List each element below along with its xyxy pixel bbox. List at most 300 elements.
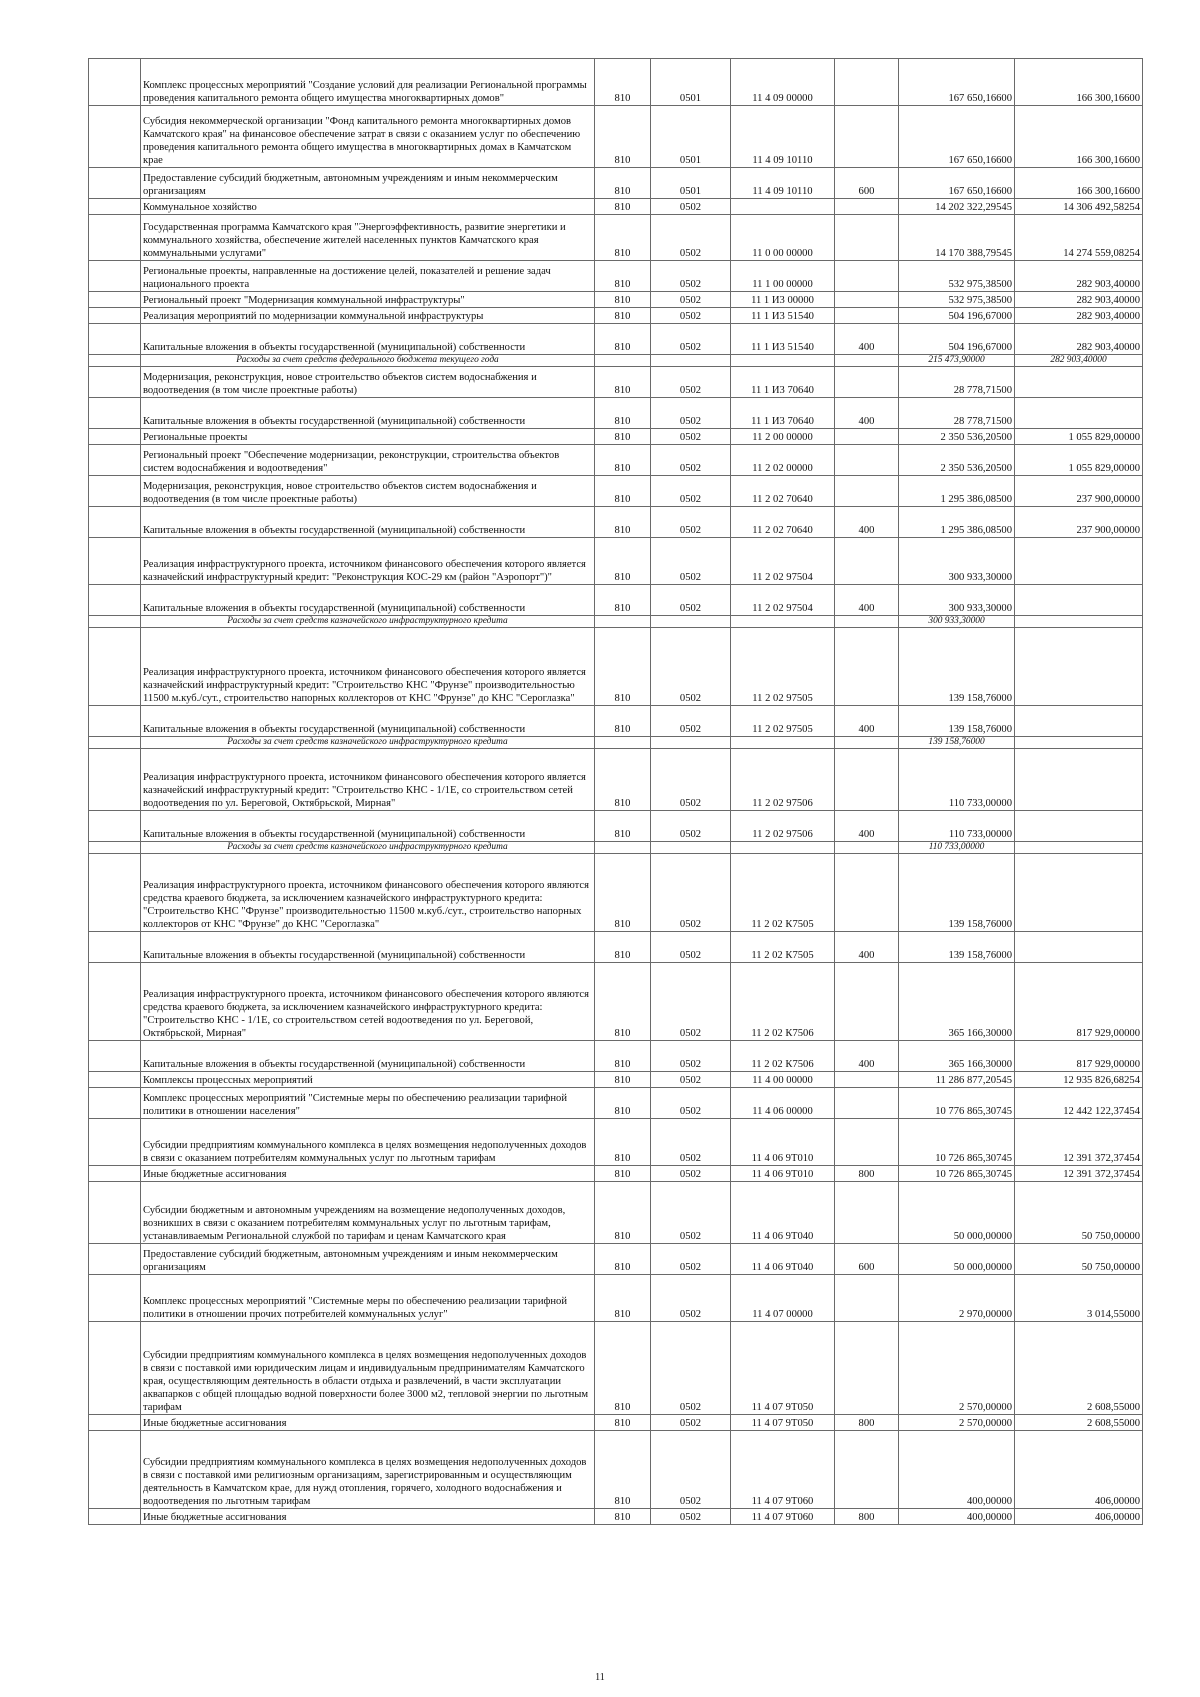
amount-year-1: 28 778,71500: [899, 398, 1015, 429]
target-article-code: 11 2 02 97505: [731, 706, 835, 737]
amount-year-2: 1 055 829,00000: [1015, 445, 1143, 476]
expense-type-code: [835, 854, 899, 932]
admin-code: 810: [595, 1244, 651, 1275]
blank-cell: [89, 398, 141, 429]
target-article-code: 11 2 02 97506: [731, 811, 835, 842]
admin-code: 810: [595, 963, 651, 1041]
amount-year-2: 406,00000: [1015, 1431, 1143, 1509]
expense-name: Модернизация, реконструкция, новое строительство объектов систем водоснабжения и водоотведения (в том числе проектные работы): [141, 367, 595, 398]
amount-year-1: 139 158,76000: [899, 737, 1015, 749]
section-code: 0502: [651, 324, 731, 355]
note-row: [89, 616, 1143, 628]
target-article-code: 11 4 07 9Т060: [731, 1509, 835, 1525]
blank-cell: [89, 737, 141, 749]
admin-code: 810: [595, 1119, 651, 1166]
expense-name: Капитальные вложения в объекты государственной (муниципальной) собственности: [141, 811, 595, 842]
expense-type-code: [835, 429, 899, 445]
section-code: 0502: [651, 811, 731, 842]
amount-year-2: 166 300,16600: [1015, 106, 1143, 168]
target-article-code: 11 4 07 00000: [731, 1275, 835, 1322]
expense-type-code: [835, 1182, 899, 1244]
target-article-code: 11 2 02 97504: [731, 538, 835, 585]
table-row: [89, 1182, 1143, 1244]
expense-name: Субсидии предприятиям коммунального комплекса в целях возмещения недополученных доходов в связи с поставкой ими религиозным организациям, зарегистрированным и осуществляющим деятельность в Камчатском крае, для нужд отопления, горячего, холодного водоснабжения и водоотведения по льготным тарифам: [141, 1431, 595, 1509]
section-code: 0502: [651, 398, 731, 429]
expense-name: Реализация инфраструктурного проекта, источником финансового обеспечения которого является казначейский инфраструктурный кредит: "Строительство КНС "Фрунзе" производительностью 11500 м.куб./сут., строительство напорных коллекторов от КНС "Фрунзе" до КНС "Сероглазка": [141, 628, 595, 706]
blank-cell: [89, 261, 141, 292]
amount-year-1: 1 295 386,08500: [899, 476, 1015, 507]
target-article-code: [731, 199, 835, 215]
target-article-code: 11 4 09 10110: [731, 168, 835, 199]
amount-year-1: 504 196,67000: [899, 308, 1015, 324]
section-code: [651, 737, 731, 749]
section-code: 0502: [651, 1322, 731, 1415]
admin-code: 810: [595, 585, 651, 616]
admin-code: 810: [595, 1182, 651, 1244]
expense-name: Реализация инфраструктурного проекта, источником финансового обеспечения которого является казначейский инфраструктурный кредит: "Реконструкция КОС-29 км (район "Аэропорт")": [141, 538, 595, 585]
expense-type-code: [835, 355, 899, 367]
blank-cell: [89, 59, 141, 106]
admin-code: 810: [595, 749, 651, 811]
table-row: [89, 854, 1143, 932]
blank-cell: [89, 1275, 141, 1322]
amount-year-1: 300 933,30000: [899, 616, 1015, 628]
table-row: [89, 706, 1143, 737]
amount-year-2: 2 608,55000: [1015, 1322, 1143, 1415]
admin-code: 810: [595, 398, 651, 429]
amount-year-1: 10 726 865,30745: [899, 1119, 1015, 1166]
amount-year-2: 12 442 122,37454: [1015, 1088, 1143, 1119]
amount-year-1: 365 166,30000: [899, 1041, 1015, 1072]
section-code: 0502: [651, 538, 731, 585]
table-row: [89, 308, 1143, 324]
expense-type-code: [835, 737, 899, 749]
admin-code: 810: [595, 261, 651, 292]
expense-type-code: 800: [835, 1166, 899, 1182]
amount-year-2: 166 300,16600: [1015, 168, 1143, 199]
target-article-code: 11 1 И3 51540: [731, 308, 835, 324]
blank-cell: [89, 1431, 141, 1509]
amount-year-1: 110 733,00000: [899, 811, 1015, 842]
table-row: [89, 963, 1143, 1041]
expense-name: Реализация инфраструктурного проекта, источником финансового обеспечения которого являются средства краевого бюджета, за исключением казначейского инфраструктурного кредита: "Строительство КНС "Фрунзе" производительностью 11500 м.куб./сут., строительство напорных коллекторов от КНС "Фрунзе" до КНС "Сероглазка": [141, 854, 595, 932]
expense-type-code: [835, 1072, 899, 1088]
expense-type-code: [835, 215, 899, 261]
admin-code: 810: [595, 429, 651, 445]
admin-code: [595, 842, 651, 854]
expense-name: Капитальные вложения в объекты государственной (муниципальной) собственности: [141, 398, 595, 429]
amount-year-1: 167 650,16600: [899, 59, 1015, 106]
amount-year-2: [1015, 628, 1143, 706]
amount-year-1: 167 650,16600: [899, 168, 1015, 199]
expense-name: Региональный проект "Модернизация коммунальной инфраструктуры": [141, 292, 595, 308]
expense-name: Субсидия некоммерческой организации "Фонд капитального ремонта многоквартирных домов Камчатского края" на финансовое обеспечение затрат в связи с оказанием услуг по обеспечению проведения капитального ремонта общего имущества в многоквартирных домах в Камчатском крае: [141, 106, 595, 168]
amount-year-2: 50 750,00000: [1015, 1182, 1143, 1244]
section-code: 0502: [651, 854, 731, 932]
blank-cell: [89, 628, 141, 706]
amount-year-1: 504 196,67000: [899, 324, 1015, 355]
table-row: [89, 476, 1143, 507]
admin-code: 810: [595, 308, 651, 324]
table-row: [89, 628, 1143, 706]
target-article-code: [731, 737, 835, 749]
amount-year-1: 139 158,76000: [899, 932, 1015, 963]
note-row: [89, 737, 1143, 749]
amount-year-2: [1015, 538, 1143, 585]
amount-year-2: 3 014,55000: [1015, 1275, 1143, 1322]
admin-code: 810: [595, 538, 651, 585]
expense-name: Реализация инфраструктурного проекта, источником финансового обеспечения которого является казначейский инфраструктурный кредит: "Строительство КНС - 1/1Е, со строительством сетей водоотведения по ул. Береговой, Октябрьской, Мирная": [141, 749, 595, 811]
amount-year-1: 50 000,00000: [899, 1244, 1015, 1275]
amount-year-2: 817 929,00000: [1015, 1041, 1143, 1072]
expense-type-code: [835, 1275, 899, 1322]
table-row: [89, 1509, 1143, 1525]
section-code: 0502: [651, 1244, 731, 1275]
blank-cell: [89, 168, 141, 199]
blank-cell: [89, 932, 141, 963]
target-article-code: 11 2 02 70640: [731, 507, 835, 538]
amount-year-1: 2 350 536,20500: [899, 445, 1015, 476]
amount-year-1: 300 933,30000: [899, 585, 1015, 616]
expense-name: Иные бюджетные ассигнования: [141, 1509, 595, 1525]
target-article-code: 11 4 06 00000: [731, 1088, 835, 1119]
table-row: [89, 1275, 1143, 1322]
amount-year-2: [1015, 932, 1143, 963]
expense-type-code: 400: [835, 932, 899, 963]
table-row: [89, 292, 1143, 308]
section-code: 0502: [651, 1088, 731, 1119]
target-article-code: 11 2 02 К7506: [731, 963, 835, 1041]
admin-code: 810: [595, 1166, 651, 1182]
section-code: 0502: [651, 261, 731, 292]
table-row: [89, 215, 1143, 261]
target-article-code: 11 1 И3 51540: [731, 324, 835, 355]
expense-name: Комплекс процессных мероприятий "Системные меры по обеспечению реализации тарифной политики в отношении прочих потребителей коммунальных услуг": [141, 1275, 595, 1322]
target-article-code: 11 4 06 9Т010: [731, 1166, 835, 1182]
amount-year-1: 1 295 386,08500: [899, 507, 1015, 538]
expense-type-code: [835, 1322, 899, 1415]
admin-code: 810: [595, 59, 651, 106]
blank-cell: [89, 1244, 141, 1275]
target-article-code: 11 1 00 00000: [731, 261, 835, 292]
admin-code: 810: [595, 706, 651, 737]
expense-type-code: [835, 842, 899, 854]
expense-type-code: [835, 292, 899, 308]
blank-cell: [89, 1166, 141, 1182]
expense-type-code: [835, 59, 899, 106]
blank-cell: [89, 1415, 141, 1431]
expense-type-code: 400: [835, 398, 899, 429]
amount-year-1: 14 170 388,79545: [899, 215, 1015, 261]
section-code: 0502: [651, 476, 731, 507]
amount-year-2: [1015, 706, 1143, 737]
target-article-code: [731, 355, 835, 367]
section-code: 0502: [651, 585, 731, 616]
admin-code: 810: [595, 1431, 651, 1509]
blank-cell: [89, 616, 141, 628]
amount-year-1: 139 158,76000: [899, 854, 1015, 932]
section-code: 0502: [651, 1415, 731, 1431]
section-code: 0502: [651, 628, 731, 706]
target-article-code: 11 2 02 97505: [731, 628, 835, 706]
expense-name: Расходы за счет средств федерального бюджета текущего года: [141, 355, 595, 367]
expense-name: Предоставление субсидий бюджетным, автономным учреждениям и иным некоммерческим организациям: [141, 1244, 595, 1275]
expense-name: Капитальные вложения в объекты государственной (муниципальной) собственности: [141, 507, 595, 538]
blank-cell: [89, 1182, 141, 1244]
section-code: 0502: [651, 367, 731, 398]
section-code: [651, 355, 731, 367]
admin-code: 810: [595, 215, 651, 261]
section-code: 0502: [651, 215, 731, 261]
amount-year-1: 110 733,00000: [899, 842, 1015, 854]
expense-type-code: [835, 308, 899, 324]
section-code: 0502: [651, 706, 731, 737]
blank-cell: [89, 706, 141, 737]
section-code: 0502: [651, 429, 731, 445]
expense-name: Комплекс процессных мероприятий "Создание условий для реализации Региональной программы проведения капитального ремонта общего имущества многоквартирных домов": [141, 59, 595, 106]
table-row: [89, 749, 1143, 811]
admin-code: 810: [595, 1322, 651, 1415]
budget-table: [88, 58, 1143, 1525]
target-article-code: 11 0 00 00000: [731, 215, 835, 261]
section-code: 0502: [651, 1509, 731, 1525]
blank-cell: [89, 476, 141, 507]
expense-type-code: [835, 199, 899, 215]
blank-cell: [89, 429, 141, 445]
section-code: [651, 842, 731, 854]
blank-cell: [89, 585, 141, 616]
amount-year-1: 10 726 865,30745: [899, 1166, 1015, 1182]
amount-year-2: 166 300,16600: [1015, 59, 1143, 106]
blank-cell: [89, 199, 141, 215]
table-row: [89, 1415, 1143, 1431]
section-code: 0502: [651, 1182, 731, 1244]
amount-year-1: 28 778,71500: [899, 367, 1015, 398]
expense-type-code: [835, 1088, 899, 1119]
blank-cell: [89, 292, 141, 308]
target-article-code: 11 2 02 97506: [731, 749, 835, 811]
expense-type-code: [835, 261, 899, 292]
table-row: [89, 168, 1143, 199]
blank-cell: [89, 749, 141, 811]
note-row: [89, 355, 1143, 367]
expense-type-code: 600: [835, 168, 899, 199]
expense-type-code: [835, 367, 899, 398]
amount-year-2: [1015, 854, 1143, 932]
table-row: [89, 59, 1143, 106]
expense-name: Капитальные вложения в объекты государственной (муниципальной) собственности: [141, 932, 595, 963]
expense-name: Региональные проекты: [141, 429, 595, 445]
section-code: 0501: [651, 168, 731, 199]
amount-year-2: 282 903,40000: [1015, 324, 1143, 355]
target-article-code: 11 4 07 9Т060: [731, 1431, 835, 1509]
blank-cell: [89, 308, 141, 324]
table-row: [89, 1166, 1143, 1182]
amount-year-1: 139 158,76000: [899, 706, 1015, 737]
amount-year-2: 282 903,40000: [1015, 261, 1143, 292]
table-row: [89, 106, 1143, 168]
amount-year-1: 2 570,00000: [899, 1322, 1015, 1415]
table-row: [89, 1041, 1143, 1072]
table-row: [89, 811, 1143, 842]
expense-name: Капитальные вложения в объекты государственной (муниципальной) собственности: [141, 324, 595, 355]
expense-name: Капитальные вложения в объекты государственной (муниципальной) собственности: [141, 1041, 595, 1072]
expense-type-code: 400: [835, 811, 899, 842]
expense-name: Иные бюджетные ассигнования: [141, 1166, 595, 1182]
amount-year-2: 1 055 829,00000: [1015, 429, 1143, 445]
amount-year-2: 12 935 826,68254: [1015, 1072, 1143, 1088]
blank-cell: [89, 445, 141, 476]
target-article-code: 11 2 02 К7506: [731, 1041, 835, 1072]
table-body: [89, 59, 1143, 1525]
expense-name: Государственная программа Камчатского края "Энергоэффективность, развитие энергетики и коммунального хозяйства, обеспечение жителей населенных пунктов Камчатского края коммунальными услугами": [141, 215, 595, 261]
amount-year-1: 2 350 536,20500: [899, 429, 1015, 445]
blank-cell: [89, 215, 141, 261]
target-article-code: [731, 616, 835, 628]
admin-code: 810: [595, 1415, 651, 1431]
expense-type-code: 400: [835, 507, 899, 538]
table-row: [89, 507, 1143, 538]
amount-year-2: [1015, 367, 1143, 398]
table-row: [89, 1322, 1143, 1415]
note-row: [89, 842, 1143, 854]
section-code: 0502: [651, 1431, 731, 1509]
admin-code: 810: [595, 932, 651, 963]
expense-type-code: 400: [835, 324, 899, 355]
table-row: [89, 1072, 1143, 1088]
expense-name: Коммунальное хозяйство: [141, 199, 595, 215]
amount-year-1: 400,00000: [899, 1509, 1015, 1525]
admin-code: 810: [595, 324, 651, 355]
expense-name: Капитальные вложения в объекты государственной (муниципальной) собственности: [141, 585, 595, 616]
expense-type-code: 400: [835, 585, 899, 616]
section-code: 0502: [651, 1041, 731, 1072]
expense-name: Капитальные вложения в объекты государственной (муниципальной) собственности: [141, 706, 595, 737]
admin-code: 810: [595, 628, 651, 706]
expense-name: Субсидии бюджетным и автономным учреждениям на возмещение недополученных доходов, возникших в связи с оказанием потребителям коммунальных услуг по льготным тарифам, устанавливаемым Региональной службой по тарифам и ценам Камчатского края: [141, 1182, 595, 1244]
table-row: [89, 1244, 1143, 1275]
admin-code: 810: [595, 1088, 651, 1119]
amount-year-2: 14 274 559,08254: [1015, 215, 1143, 261]
table-row: [89, 1119, 1143, 1166]
section-code: 0502: [651, 749, 731, 811]
target-article-code: 11 4 09 10110: [731, 106, 835, 168]
target-article-code: 11 4 07 9Т050: [731, 1322, 835, 1415]
admin-code: 810: [595, 168, 651, 199]
expense-name: Реализация инфраструктурного проекта, источником финансового обеспечения которого являются средства краевого бюджета, за исключением казначейского инфраструктурного кредита: "Строительство КНС - 1/1Е, со строительством сетей водоотведения по ул. Береговой, Октябрьской, Мирная": [141, 963, 595, 1041]
blank-cell: [89, 1088, 141, 1119]
expense-type-code: [835, 749, 899, 811]
blank-cell: [89, 355, 141, 367]
expense-name: Региональный проект "Обеспечение модернизации, реконструкции, строительства объектов систем водоснабжения и водоотведения": [141, 445, 595, 476]
admin-code: 810: [595, 1275, 651, 1322]
amount-year-1: 300 933,30000: [899, 538, 1015, 585]
amount-year-2: 237 900,00000: [1015, 507, 1143, 538]
amount-year-2: 12 391 372,37454: [1015, 1119, 1143, 1166]
table-row: [89, 398, 1143, 429]
blank-cell: [89, 106, 141, 168]
amount-year-1: 532 975,38500: [899, 261, 1015, 292]
table-row: [89, 445, 1143, 476]
expense-name: Субсидии предприятиям коммунального комплекса в целях возмещения недополученных доходов в связи с поставкой ими юридическим лицам и индивидуальным предпринимателям Камчатского края, осуществляющим деятельность в области отдыха и развлечений, в части эксплуатации аквапарков с общей площадью водной поверхности более 3000 м2, тепловой энергии по льготным тарифам: [141, 1322, 595, 1415]
target-article-code: 11 1 И3 70640: [731, 398, 835, 429]
amount-year-2: [1015, 749, 1143, 811]
blank-cell: [89, 367, 141, 398]
blank-cell: [89, 1041, 141, 1072]
admin-code: 810: [595, 811, 651, 842]
section-code: 0502: [651, 507, 731, 538]
expense-type-code: [835, 445, 899, 476]
amount-year-2: 14 306 492,58254: [1015, 199, 1143, 215]
expense-name: Модернизация, реконструкция, новое строительство объектов систем водоснабжения и водоотведения (в том числе проектные работы): [141, 476, 595, 507]
target-article-code: 11 1 И3 00000: [731, 292, 835, 308]
amount-year-1: 167 650,16600: [899, 106, 1015, 168]
expense-name: Предоставление субсидий бюджетным, автономным учреждениям и иным некоммерческим организациям: [141, 168, 595, 199]
amount-year-2: 2 608,55000: [1015, 1415, 1143, 1431]
target-article-code: 11 4 00 00000: [731, 1072, 835, 1088]
amount-year-1: 10 776 865,30745: [899, 1088, 1015, 1119]
expense-name: Расходы за счет средств казначейского инфраструктурного кредита: [141, 737, 595, 749]
blank-cell: [89, 1072, 141, 1088]
amount-year-1: 11 286 877,20545: [899, 1072, 1015, 1088]
blank-cell: [89, 811, 141, 842]
amount-year-2: [1015, 585, 1143, 616]
expense-type-code: 800: [835, 1415, 899, 1431]
amount-year-2: 50 750,00000: [1015, 1244, 1143, 1275]
section-code: 0502: [651, 1275, 731, 1322]
amount-year-1: 110 733,00000: [899, 749, 1015, 811]
target-article-code: 11 4 06 9Т040: [731, 1182, 835, 1244]
amount-year-1: 400,00000: [899, 1431, 1015, 1509]
table-row: [89, 261, 1143, 292]
section-code: 0502: [651, 199, 731, 215]
amount-year-1: 2 570,00000: [899, 1415, 1015, 1431]
expense-type-code: [835, 538, 899, 585]
admin-code: 810: [595, 507, 651, 538]
target-article-code: 11 4 09 00000: [731, 59, 835, 106]
amount-year-2: 282 903,40000: [1015, 308, 1143, 324]
table-row: [89, 1088, 1143, 1119]
amount-year-1: 2 970,00000: [899, 1275, 1015, 1322]
table-row: [89, 932, 1143, 963]
blank-cell: [89, 1322, 141, 1415]
expense-name: Расходы за счет средств казначейского инфраструктурного кредита: [141, 842, 595, 854]
amount-year-1: 215 473,90000: [899, 355, 1015, 367]
admin-code: 810: [595, 445, 651, 476]
target-article-code: 11 2 00 00000: [731, 429, 835, 445]
blank-cell: [89, 963, 141, 1041]
admin-code: [595, 737, 651, 749]
table-row: [89, 1431, 1143, 1509]
page-number: 11: [595, 1672, 605, 1683]
amount-year-2: 282 903,40000: [1015, 355, 1143, 367]
amount-year-1: 14 202 322,29545: [899, 199, 1015, 215]
expense-type-code: [835, 1431, 899, 1509]
admin-code: 810: [595, 199, 651, 215]
table-row: [89, 538, 1143, 585]
amount-year-1: 50 000,00000: [899, 1182, 1015, 1244]
amount-year-2: [1015, 842, 1143, 854]
section-code: [651, 616, 731, 628]
target-article-code: 11 1 И3 70640: [731, 367, 835, 398]
expense-name: Расходы за счет средств казначейского инфраструктурного кредита: [141, 616, 595, 628]
table-row: [89, 324, 1143, 355]
admin-code: 810: [595, 476, 651, 507]
table-row: [89, 429, 1143, 445]
section-code: 0502: [651, 1166, 731, 1182]
blank-cell: [89, 324, 141, 355]
expense-type-code: [835, 628, 899, 706]
